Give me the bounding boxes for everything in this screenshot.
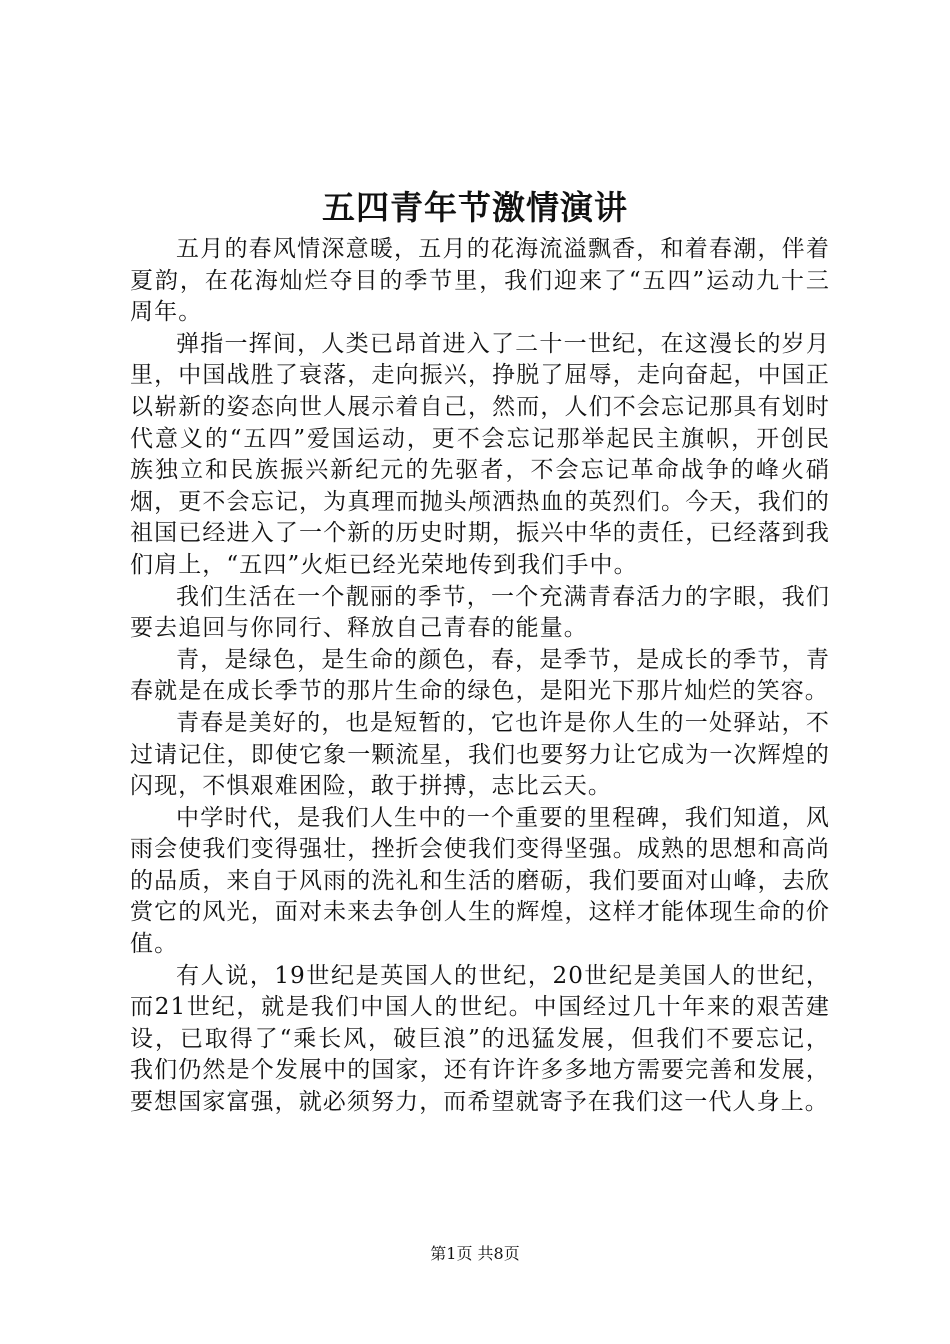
paragraph: 五月的春风情深意暖，五月的花海流溢飘香，和着春潮，伴着夏韵，在花海灿烂夺目的季节里，我们迎来了“五四”运动九十三周年。 xyxy=(130,236,830,326)
document-body xyxy=(130,234,830,1119)
paragraph: 青春是美好的，也是短暂的，它也许是你人生的一处驿站，不过请记住，即使它象一颗流星，我们也要努力让它成为一次辉煌的闪现，不惧艰难困险，敢于拼搏，志比云天。 xyxy=(130,709,830,800)
paragraph: 我们生活在一个靓丽的季节，一个充满青春活力的字眼，我们要去追回与你同行、释放自己青春的能量。 xyxy=(130,583,830,642)
paragraph: 弹指一挥间，人类已昂首进入了二十一世纪，在这漫长的岁月里，中国战胜了衰落，走向振兴，挣脱了屈辱，走向奋起，中国正以崭新的姿态向世人展示着自己，然而，人们不会忘记那具有划时代意义的“五四”爱国运动，更不会忘记那举起民主旗帜，开创民族独立和民族振兴新纪元的先驱者，不会忘记革命战争的峰火硝烟，更不会忘记，为真理而抛头颅洒热血的英烈们。今天，我们的祖国已经进入了一个新的历史时期，振兴中华的责任，已经落到我们肩上，“五四”火炬已经光荣地传到我们手中。 xyxy=(130,330,830,578)
paragraph: 有人说，19世纪是英国人的世纪，20世纪是美国人的世纪，而21世纪，就是我们中国人的世纪。中国经过几十年来的艰苦建设，已取得了“乘长风，破巨浪”的迅猛发展，但我们不要忘记，我们仍然是个发展中的国家，还有许许多多地方需要完善和发展，要想国家富强，就必须努力，而希望就寄予在我们这一代人身上。 xyxy=(130,962,830,1116)
page-footer xyxy=(0,1242,950,1266)
paragraph: 青，是绿色，是生命的颜色，春，是季节，是成长的季节，青春就是在成长季节的那片生命的绿色，是阳光下那片灿烂的笑容。 xyxy=(130,646,830,705)
paragraph: 中学时代，是我们人生中的一个重要的里程碑，我们知道，风雨会使我们变得强壮，挫折会使我们变得坚强。成熟的思想和高尚的品质，来自于风雨的洗礼和生活的磨砺，我们要面对山峰，去欣赏它的风光，面对未来去争创人生的辉煌，这样才能体现生命的价值。 xyxy=(130,804,830,958)
page-number: 第1页 共8页 xyxy=(430,1244,520,1263)
document-title: 五四青年节激情演讲 xyxy=(322,188,628,227)
